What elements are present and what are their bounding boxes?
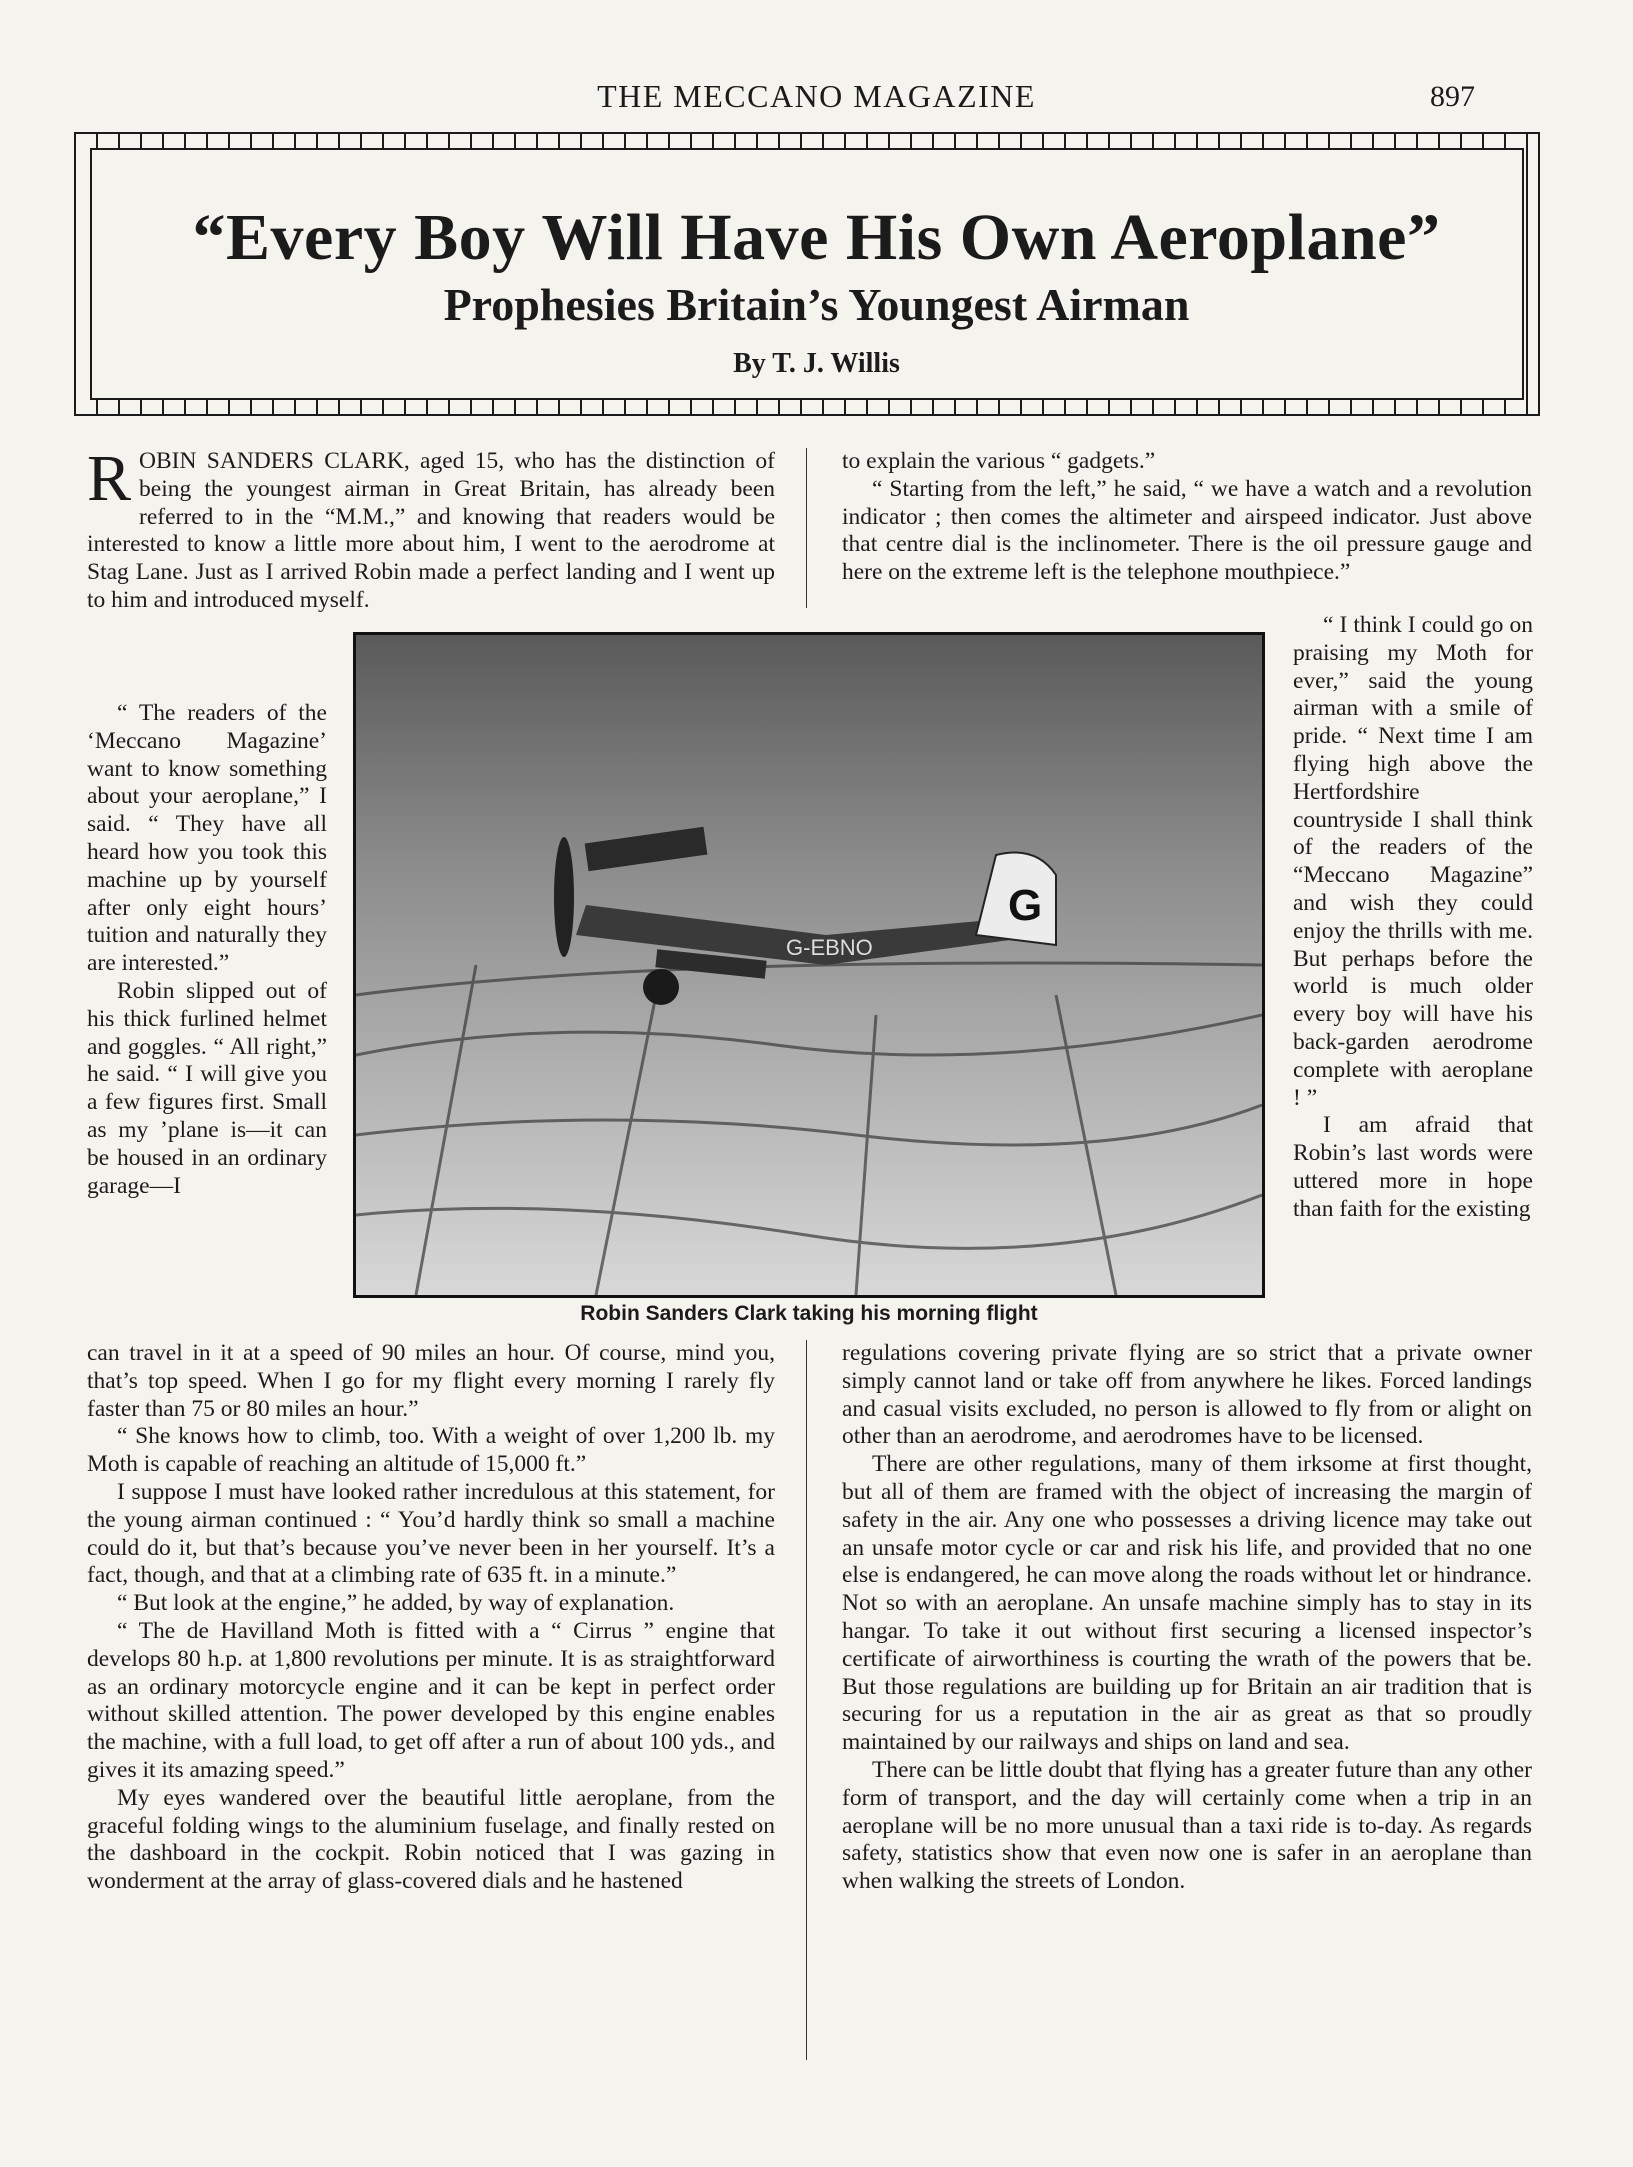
paragraph: “ The readers of the ‘Meccano Magazine’ want to know something about your aeroplane,” I said. “ They have all heard how you took this machine up by yourself after only eight hours’ tuition and naturally they are interested.” — [87, 700, 327, 977]
paragraph: “ She knows how to climb, too. With a weight of over 1,200 lb. my Moth is capable of reaching an altitude of 15,000 ft.” — [87, 1423, 775, 1478]
paragraph: to explain the various “ gadgets.” — [842, 448, 1156, 474]
svg-text:G-EBNO: G-EBNO — [786, 935, 873, 960]
column-rule-top — [806, 448, 807, 608]
paragraph: Robin slipped out of his thick furlined helmet and goggles. “ All right,” he said. “ I will give you a few figures first. Small as my ’plane is—it can be housed in an ordinary garage—I — [87, 977, 327, 1199]
page-number: 897 — [1430, 80, 1475, 113]
left-column-narrow — [87, 700, 327, 1200]
right-column-narrow — [1293, 612, 1533, 1224]
left-column-top — [87, 442, 775, 615]
intro-paragraph: ROBIN SANDERS CLARK, aged 15, who has the distinction of being the youngest airman in Great Britain, has already been referred to in the “M.M.,” and knowing that readers would be interested to know a little more about him, I went to the aerodrome at Stag Lane. Just as I arrived Robin made a perfect landing and I went up to him and introduced myself. — [87, 442, 775, 613]
paragraph: I am afraid that Robin’s last words were uttered more in hope than faith for the existing — [1293, 1112, 1533, 1222]
paragraph: regulations covering private flying are so strict that a private owner simply cannot land or take off from anywhere he likes. Forced landings and casual visits excluded, no person is allowed to fly from or alight on other than an aerodrome, and aerodromes have to be licensed. — [842, 1340, 1532, 1450]
biplane-photo-illustration — [356, 635, 1262, 1295]
article-byline: By T. J. Willis — [733, 348, 900, 379]
article-subtitle: Prophesies Britain’s Youngest Airman — [443, 279, 1190, 330]
right-column-bottom — [842, 1340, 1532, 1896]
running-head: THE MECCANO MAGAZINE — [597, 78, 1036, 114]
drop-cap: R — [87, 442, 132, 515]
paragraph: can travel in it at a speed of 90 miles an hour. Of course, mind you, that’s top speed. When I go for my flight every morning I rarely fly faster than 75 or 80 miles an hour.” — [87, 1340, 775, 1422]
paragraph: “ Starting from the left,” he said, “ we have a watch and a revolution indicator ; then comes the altimeter and airspeed indicator. Just above that centre dial is the inclinometer. There is the oil pressure gauge and here on the extreme left is the telephone mouthpiece.” — [842, 475, 1532, 586]
right-column-top — [842, 448, 1532, 587]
paragraph: “ I think I could go on praising my Moth for ever,” said the young airman with a smile of pride. “ Next time I am flying high above the Hertfordshire countryside I shall think of the readers of the “Meccano Magazine” and wish they could enjoy the thrills with me. But perhaps before the world is much older every boy will have his back-garden aerodrome complete with aeroplane ! ” — [1293, 612, 1533, 1111]
column-rule-bottom — [806, 1340, 807, 2060]
paragraph: There can be little doubt that flying has a greater future than any other form of transport, and the day will certainly come when a trip in an aeroplane will be no more unusual than a taxi ride is to-day. As regards safety, statistics show that even now one is safer in an aeroplane than when walking the streets of London. — [842, 1756, 1532, 1895]
aerial-photo — [353, 632, 1265, 1298]
svg-text:G: G — [1008, 881, 1043, 930]
paragraph: “ The de Havilland Moth is fitted with a “ Cirrus ” engine that develops 80 h.p. at 1,800 revolutions per minute. It is as straightforward as an ordinary motorcycle engine and it can be kept in perfect order without skilled attention. The power developed by this engine enables the machine, with a full load, to get off after a run of about 100 yds., and gives it its amazing speed.” — [87, 1617, 775, 1783]
article-title: “Every Boy Will Have His Own Aeroplane” — [192, 201, 1441, 274]
paragraph: My eyes wandered over the beautiful little aeroplane, from the graceful folding wings to the aluminium fuselage, and finally rested on the dashboard in the cockpit. Robin noticed that I was gazing in wonderment at the array of glass-covered dials and he hastened — [87, 1784, 775, 1895]
photo-caption: Robin Sanders Clark taking his morning flight — [580, 1302, 1038, 1325]
paragraph: I suppose I must have looked rather incredulous at this statement, for the young airman continued : “ You’d hardly think so small a machine could do it, but that’s because you’ve never been in her yourself. It’s a fact, though, and that at a climbing rate of 635 ft. in a minute.” — [87, 1478, 775, 1589]
left-column-bottom — [87, 1340, 775, 1896]
paragraph: There are other regulations, many of them irksome at first thought, but all of them are framed with the object of increasing the margin of safety in the air. Any one who possesses a driving licence may take out an unsafe motor cycle or car and risk his life, and provided that no one else is endangered, he can move along the roads without let or hindrance. Not so with an aeroplane. An unsafe machine simply has to stay in its hangar. To take it out without first securing a licensed inspector’s certificate of airworthiness is courting the wrath of the powers that be. But those regulations are building up for Britain an air tradition that is securing for us a reputation in the air as great as that so proudly maintained by our railways and ships on land and sea. — [842, 1451, 1532, 1756]
paragraph: “ But look at the engine,” he added, by way of explanation. — [117, 1590, 675, 1617]
